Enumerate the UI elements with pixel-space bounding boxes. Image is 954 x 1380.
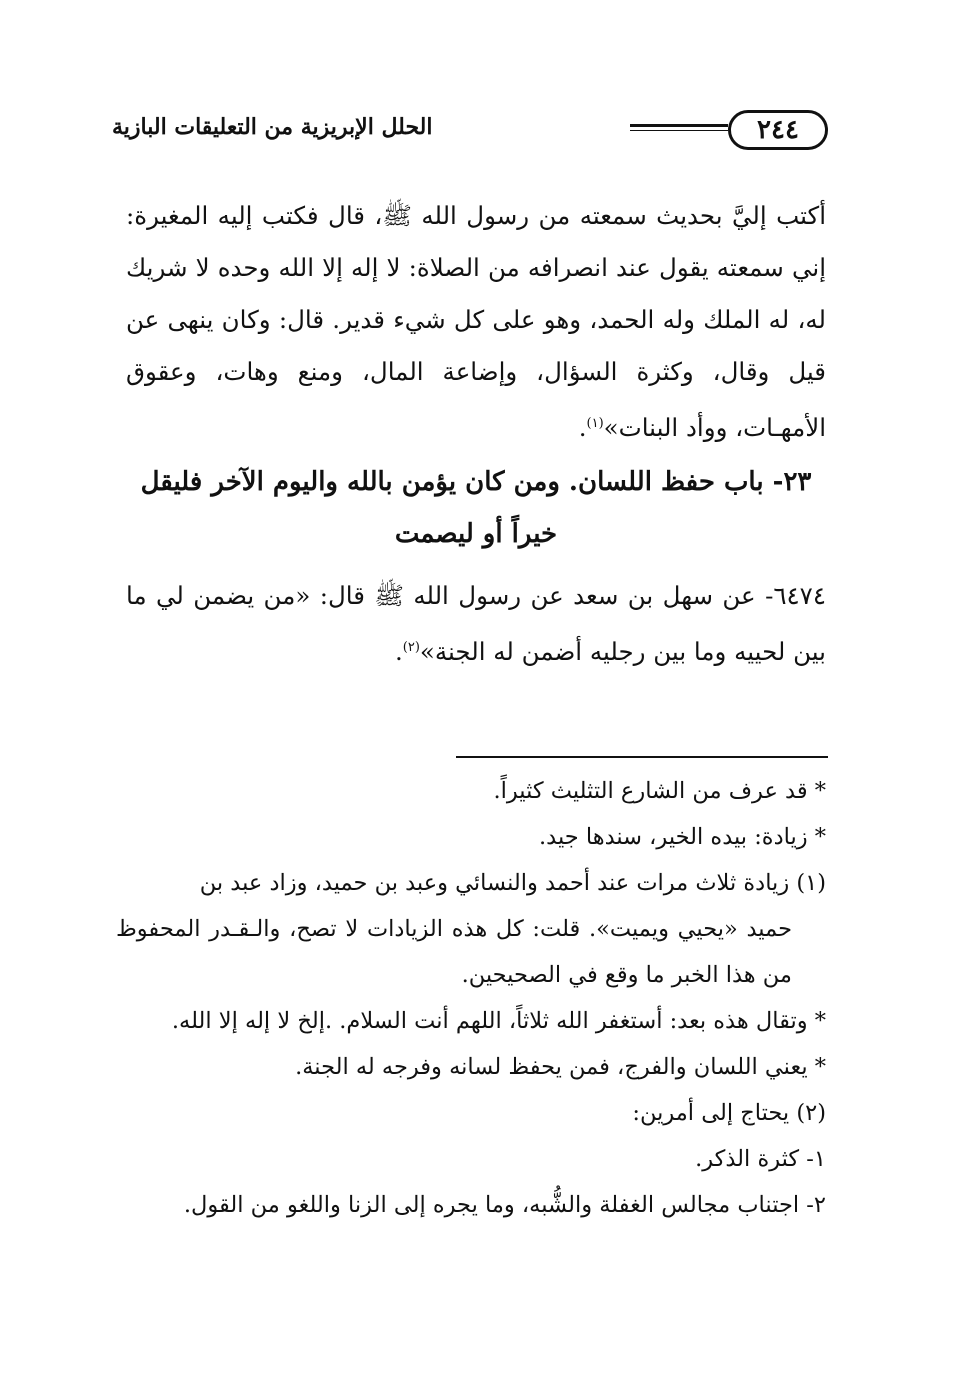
- header-rule: [630, 124, 728, 131]
- footnote-2-item-2: ٢- اجتناب مجالس الغفلة والشُّبه، وما يجره إلى الزنا واللغو من القول.: [183, 1192, 826, 1218]
- footnote-line: * وتقال هذه بعد: أستغفر الله ثلاثاً، اللهم أنت السلام. .إلخ لا إله إلا الله.: [171, 1008, 826, 1034]
- footnote-line: * زيادة: بيده الخير، سندها جيد.: [539, 824, 826, 850]
- footnote-1: (١) زيادة ثلاث مرات عند أحمد والنسائي وعبد بن حميد، وزاد عبد بن: [199, 870, 826, 896]
- hadith-paragraph: [126, 570, 826, 678]
- footnote-line: * قد عرف من الشارع التثليث كثيراً.: [493, 778, 826, 804]
- body-paragraph-end: .: [578, 413, 587, 443]
- footnote-ref-1: (١): [586, 416, 604, 431]
- body-paragraph-text: أكتب إليَّ بحديث سمعته من رسول الله ﷺ، قال فكتب إليه المغيرة: إني سمعته يقول عند انصرافه من الصلاة: لا إله إلا الله وحده لا شريك له، له الملك وله الحمد، وهو على كل شيء قدير. قال: وكان ينهى عن قيل وقال، وكثرة السؤال، وإضاعة المال، ومنع وهات، وعقوق الأمهـات، ووأد البنات»: [126, 201, 826, 443]
- hadith-text: ٦٤٧٤- عن سهل بن سعد عن رسول الله ﷺ قال: «من يضمن لي ما بين لحييه وما بين رجليه أضمن له الجنة»: [126, 581, 826, 667]
- hadith-text-block: [126, 570, 826, 678]
- footnote-2-item-1: ١- كثرة الذكر.: [695, 1146, 826, 1172]
- footnote-1-continuation: حميد «يحيي ويميت». قلت: كل هذه الزيادات لا تصح، والـقـدر المحفوظ من هذا الخبر ما وقع في الصحيحين.: [116, 916, 792, 988]
- page-number: ٢٤٤: [728, 110, 828, 150]
- running-title: [112, 114, 612, 140]
- body-paragraph: [126, 190, 826, 454]
- footnote-separator: [456, 756, 828, 758]
- footnote-line: * يعني اللسان والفرج، فمن يحفظ لسانه وفرجه له الجنة.: [295, 1054, 826, 1080]
- footnote-2: (٢) يحتاج إلى أمرين:: [632, 1100, 826, 1126]
- chapter-heading: ٢٣- باب حفظ اللسان. ومن كان يؤمن بالله واليوم الآخر فليقل خيراً أو ليصمت: [140, 467, 812, 549]
- running-title-text: الحلل الإبريزية من التعليقات البازية: [112, 114, 433, 140]
- page-header: [112, 108, 828, 156]
- footnote-ref-2: (٢): [402, 640, 420, 655]
- footnotes: [116, 768, 826, 1228]
- hadith-end: .: [394, 637, 403, 667]
- main-text: [126, 190, 826, 454]
